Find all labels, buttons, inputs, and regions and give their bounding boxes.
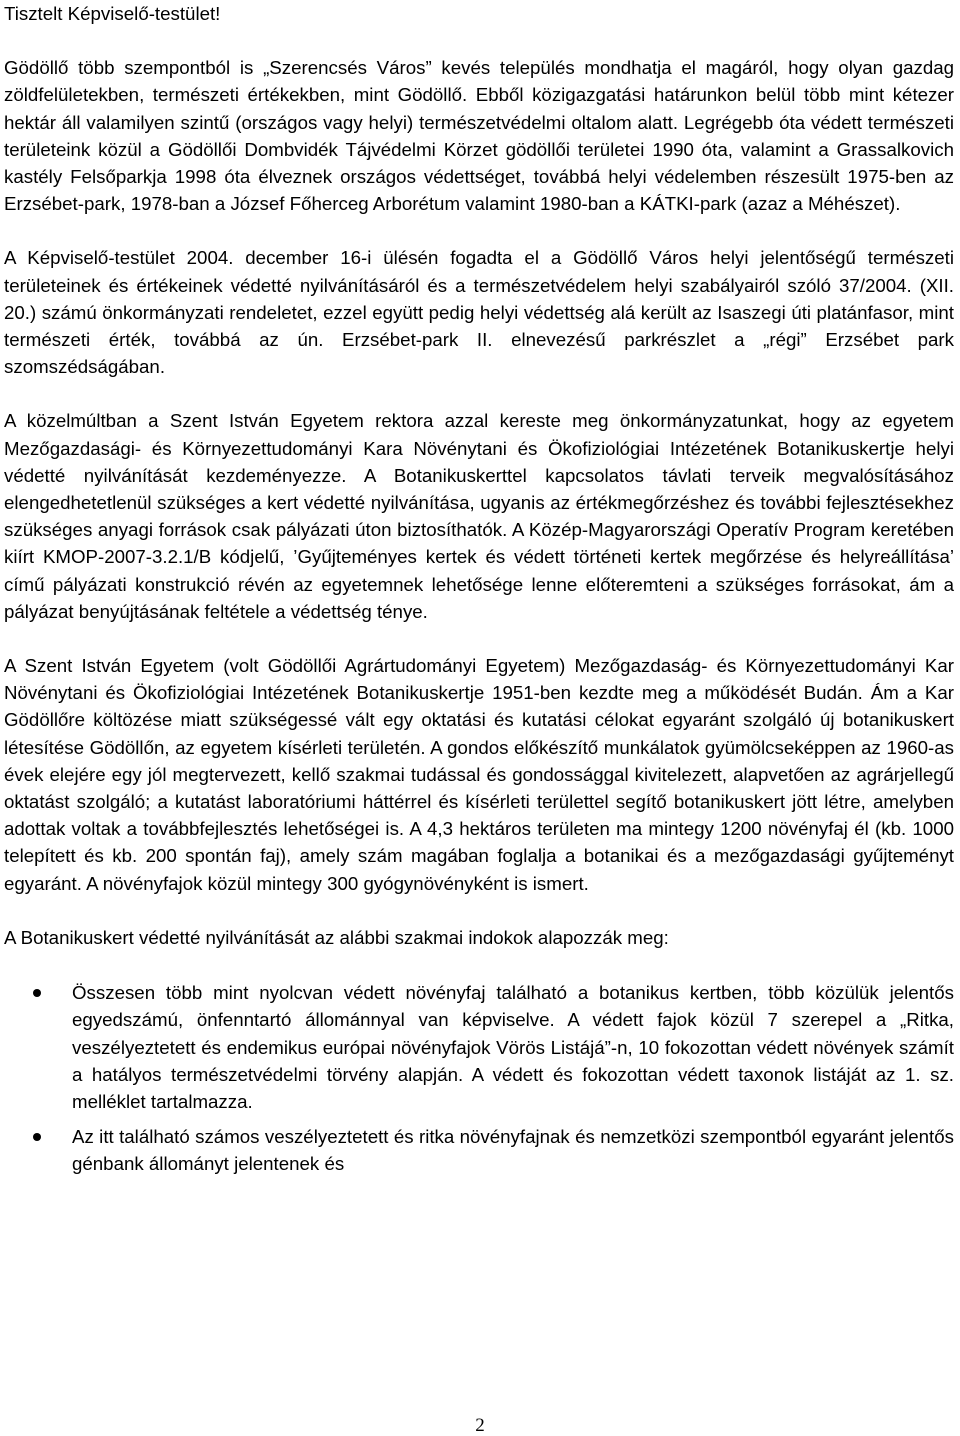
paragraph-intro: Gödöllő több szempontból is „Szerencsés Város” kevés település mondhatja el magáról, hogy olyan gazdag zöldfelületekben, természeti értékekben, mint Gödöllő. Ebből közigazgatási határunkon belül több mint kétezer hektár áll valamilyen szintű (országos vagy helyi) természetvédelmi oltalom alatt. Legrégebb óta védett természeti területeink közül a Gödöllői Dombvidék Tájvédelmi Körzet gödöllői területei 1990 óta, valamint a Grassalkovich kastély Felsőparkja 1998 óta élveznek országos védettséget, továbbá helyi védelemben részesült 1975-ben az Erzsébet-park, 1978-ban a József Főherceg Arborétum valamint 1980-ban a KÁTKI-park (azaz a Méhészet). <box>4 57 954 215</box>
paragraph-reasons-intro: A Botanikuskert védetté nyilvánítását az alábbi szakmai indokok alapozzák meg: <box>4 926 669 948</box>
list-item <box>4 1123 954 1177</box>
bullet-icon <box>33 989 41 997</box>
paragraph-university-request: A közelmúltban a Szent István Egyetem rektora azzal kereste meg önkormányzatunkat, hogy az egyetem Mezőgazdasági- és Környezettudományi Kara Növénytani és Ökofiziológiai Intézetének Botanikuskertje helyi védetté nyilvánítását kezdeményezze. A Botanikuskerttel kapcsolatos távlati terveik megvalósításához elengedhetetlenül szükséges a kert védetté nyilvánítása, ugyanis az értékmegőrzéshez és további fejlesztésekhez szükséges anyagi források csak pályázati úton biztosíthatók. A Közép-Magyarországi Operatív Program keretében kiírt KMOP-2007-3.2.1/B kódjelű, ’Gyűjteményes kertek és védett történeti kertek megőrzése és helyreállítása’ című pályázati konstrukció révén az egyetemnek lehetősége lenne előteremteni a szükséges forrásokat, ám a pályázat benyújtásának feltétele a védettség ténye. <box>4 410 954 622</box>
list-item-text: Az itt található számos veszélyeztetett és ritka növényfajnak és nemzetközi szempontból egyaránt jelentős génbank állományt jelentenek és <box>72 1126 954 1175</box>
page-number: 2 <box>475 1415 485 1436</box>
list-item <box>4 979 954 1115</box>
paragraph-garden-history: A Szent István Egyetem (volt Gödöllői Agrártudományi Egyetem) Mezőgazdaság- és Környezettudományi Kar Növénytani és Ökofiziológiai Intézetének Botanikuskertje 1951-ben kezdte meg a működését Budán. Ám a Kar Gödöllőre költözése miatt szükségessé vált egy oktatási és kutatási célokat egyaránt szolgáló új botanikuskert létesítése Gödöllőn, az egyetem kísérleti területén. A gondos előkészítő munkálatok gyümölcseképpen az 1960-as évek elejére egy jól megtervezett, kellő szakmai tudással és gondossággal kivitelezett, alapvetően az agrárjellegű oktatást szolgáló; a kutatást laboratóriumi háttérrel és kísérleti területtel segítő botanikuskert jött létre, amelyben adottak voltak a továbbfejlesztés lehetőségei is. A 4,3 hektáros területen ma mintegy 1200 növényfaj él (kb. 1000 telepített és kb. 200 spontán faj), amely szám magában foglalja a botanikai és a mezőgazdasági gyűjteményt egyaránt. A növényfajok közül mintegy 300 gyógynövényként is ismert. <box>4 655 954 894</box>
list-item-text: Összesen több mint nyolcvan védett növényfaj található a botanikus kertben, több közülük jelentős egyedszámú, önfenntartó állománnyal van képviselve. A védett fajok közül 7 szerepel a „Ritka, veszélyeztetett és endemikus európai növényfajok Vörös Listájá”-n, 10 fokozottan védett növények számít a hatályos természetvédelmi törvény alapján. A védett és fokozottan védett taxonok listáját az 1. sz. melléklet tartalmazza. <box>72 982 954 1112</box>
paragraph-council-decision: A Képviselő-testület 2004. december 16-i ülésén fogadta el a Gödöllő Város helyi jelentőségű természeti területeinek és értékeinek védetté nyilvánításáról és a természetvédelem helyi szabályairól szóló 37/2004. (XII. 20.) számú önkormányzati rendeletet, ezzel együtt pedig helyi védettség alá került az Isaszegi úti platánfasor, mint természeti érték, továbbá az ún. Erzsébet-park II. elnevezésű parkrészlet a „régi” Erzsébet park szomszédságában. <box>4 247 954 378</box>
bullet-icon <box>33 1133 41 1141</box>
salutation: Tisztelt Képviselő-testület! <box>4 3 221 24</box>
reasons-list <box>4 979 954 1177</box>
document-page <box>4 0 954 1186</box>
